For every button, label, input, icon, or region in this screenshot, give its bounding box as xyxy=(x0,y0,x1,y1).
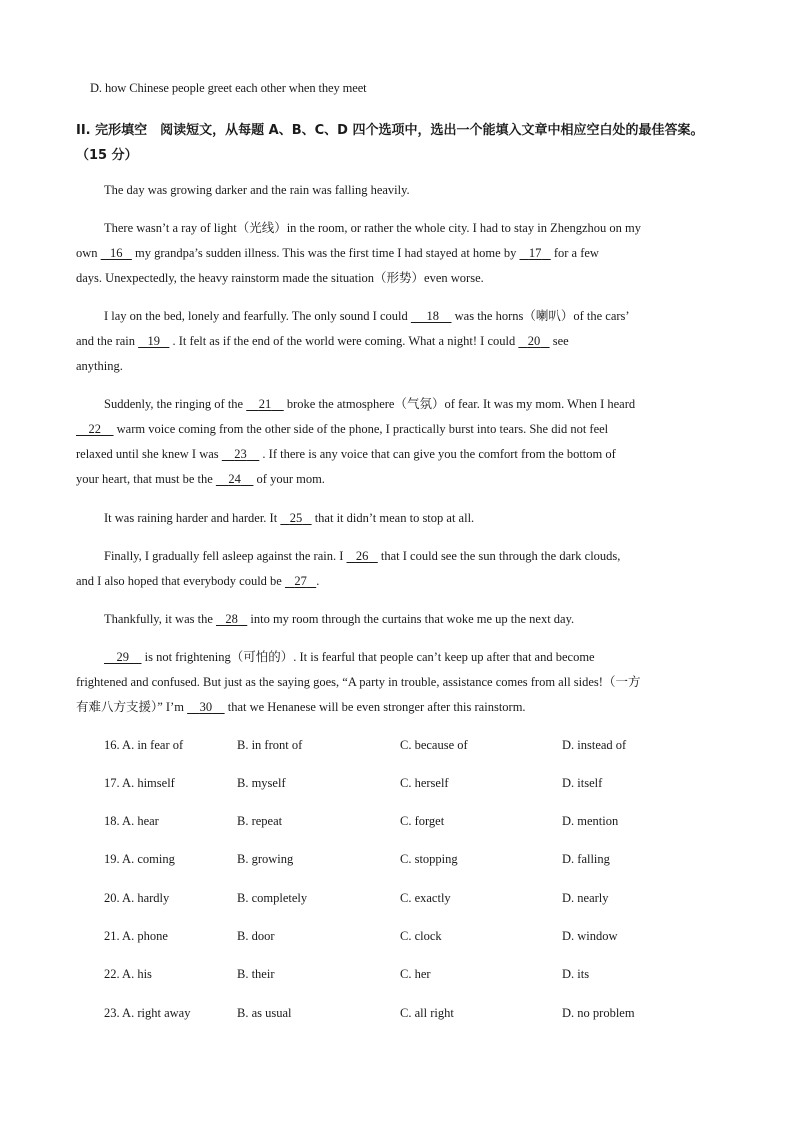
options-question-17 xyxy=(0,776,794,796)
blank-number: 23 xyxy=(234,447,247,461)
text-fragment: . xyxy=(316,574,320,588)
text-fragment: own xyxy=(76,246,98,260)
option-c: C. herself xyxy=(400,776,449,790)
blank-16 xyxy=(101,241,132,266)
options-question-18 xyxy=(0,814,794,834)
text-fragment: Suddenly, the ringing of the xyxy=(104,397,244,411)
blank-18 xyxy=(411,304,452,329)
passage-line xyxy=(76,241,716,266)
passage-line xyxy=(76,544,716,569)
passage-paragraph-2 xyxy=(76,216,716,291)
options-question-21 xyxy=(0,929,794,949)
passage-paragraph-5 xyxy=(76,506,716,531)
blank-21 xyxy=(246,392,284,417)
blank-24 xyxy=(216,467,254,492)
blank-number: 27 xyxy=(294,574,307,588)
option-a: 21. A. phone xyxy=(104,929,168,943)
option-b: B. growing xyxy=(237,852,294,866)
options-question-20 xyxy=(0,891,794,911)
option-c: C. her xyxy=(400,967,431,981)
text-fragment: and I also hoped that everybody could be xyxy=(76,574,282,588)
passage-line xyxy=(76,329,716,354)
passage-line: anything. xyxy=(76,359,123,373)
blank-number: 22 xyxy=(88,422,101,436)
option-d: D. falling xyxy=(562,852,610,866)
text-fragment: . It felt as if the end of the world were coming. What a night! I could xyxy=(172,334,516,348)
blank-number: 30 xyxy=(199,700,213,714)
passage-paragraph-6 xyxy=(76,544,716,594)
blank-17 xyxy=(519,241,550,266)
passage-line: There wasn’t a ray of light（光线）in the room, or rather the whole city. I had to stay in Zhengzhou on my xyxy=(104,221,642,235)
text-fragment: my grandpa’s sudden illness. This was the first time I had stayed at home by xyxy=(135,246,517,260)
options-question-16 xyxy=(0,738,794,758)
passage-line xyxy=(76,607,716,632)
text-fragment: It was raining harder and harder. It xyxy=(104,511,278,525)
text-fragment: your heart, that must be the xyxy=(76,472,213,486)
text-fragment: that it didn’t mean to stop at all. xyxy=(314,511,475,525)
option-a: 23. A. right away xyxy=(104,1006,191,1020)
passage-line xyxy=(76,442,716,467)
text-fragment: for a few xyxy=(553,246,599,260)
text-fragment: 有难八方支援）” I’m xyxy=(76,700,184,714)
blank-number: 18 xyxy=(426,309,439,323)
passage-line xyxy=(76,417,716,442)
blank-number: 25 xyxy=(289,511,303,525)
option-d: D. instead of xyxy=(562,738,627,752)
text-fragment: that we Henanese will be even stronger after this rainstorm. xyxy=(227,700,526,714)
option-c: C. clock xyxy=(400,929,442,943)
option-b: B. completely xyxy=(237,891,308,905)
passage-paragraph-4 xyxy=(76,392,716,492)
passage-line: The day was growing darker and the rain was falling heavily. xyxy=(104,183,410,197)
text-fragment: that I could see the sun through the dark clouds, xyxy=(380,549,621,563)
option-b: B. their xyxy=(237,967,275,981)
text-fragment: was the horns（喇叭）of the cars’ xyxy=(454,309,630,323)
passage-line xyxy=(76,304,716,329)
blank-number: 26 xyxy=(355,549,369,563)
option-a: 16. A. in fear of xyxy=(104,738,184,752)
option-b: B. door xyxy=(237,929,275,943)
blank-23 xyxy=(222,442,260,467)
text-fragment: broke the atmosphere（气氛）of fear. It was my mom. When I heard xyxy=(286,397,636,411)
passage-paragraph-8 xyxy=(76,645,716,720)
text-fragment: see xyxy=(552,334,569,348)
passage-line: frightened and confused. But just as the saying goes, “A party in trouble, assistance comes from all sides!（一方 xyxy=(76,675,641,689)
text-fragment: warm voice coming from the other side of the phone, I practically burst into tears. She did not feel xyxy=(116,422,609,436)
passage-line: days. Unexpectedly, the heavy rainstorm made the situation（形势）even worse. xyxy=(76,271,484,285)
option-a: 17. A. himself xyxy=(104,776,175,790)
text-fragment: Thankfully, it was the xyxy=(104,612,213,626)
option-d: D. nearly xyxy=(562,891,609,905)
options-question-23 xyxy=(0,1006,794,1026)
option-d: D. no problem xyxy=(562,1006,635,1020)
option-d: D. mention xyxy=(562,814,619,828)
passage-line xyxy=(76,695,716,720)
passage-line xyxy=(76,392,716,417)
passage-line xyxy=(76,569,716,594)
option-b: B. as usual xyxy=(237,1006,292,1020)
option-c: C. all right xyxy=(400,1006,454,1020)
passage-line xyxy=(76,467,716,492)
blank-19 xyxy=(138,329,169,354)
blank-number: 20 xyxy=(527,334,541,348)
blank-number: 24 xyxy=(228,472,241,486)
blank-number: 16 xyxy=(110,246,123,260)
options-question-22 xyxy=(0,967,794,987)
option-a: 20. A. hardly xyxy=(104,891,170,905)
option-c: C. stopping xyxy=(400,852,458,866)
options-question-19 xyxy=(0,852,794,872)
blank-26 xyxy=(347,544,378,569)
passage-line xyxy=(76,506,716,531)
passage-paragraph-3 xyxy=(76,304,716,379)
blank-number: 19 xyxy=(147,334,161,348)
passage-paragraph-7 xyxy=(76,607,716,632)
previous-question-option-d: D. how Chinese people greet each other when they meet xyxy=(90,81,367,95)
option-a: 18. A. hear xyxy=(104,814,159,828)
text-fragment: is not frightening（可怕的）. It is fearful that people can’t keep up after that and become xyxy=(144,650,595,664)
blank-20 xyxy=(518,329,549,354)
option-c: C. because of xyxy=(400,738,468,752)
option-b: B. myself xyxy=(237,776,286,790)
text-fragment: into my room through the curtains that woke me up the next day. xyxy=(250,612,575,626)
blank-22 xyxy=(76,417,114,442)
blank-25 xyxy=(280,506,311,531)
passage-line xyxy=(76,645,716,670)
option-c: C. forget xyxy=(400,814,445,828)
option-b: B. repeat xyxy=(237,814,283,828)
text-fragment: I lay on the bed, lonely and fearfully. The only sound I could xyxy=(104,309,408,323)
text-fragment: of your mom. xyxy=(256,472,325,486)
option-d: D. its xyxy=(562,967,590,981)
option-d: D. itself xyxy=(562,776,603,790)
option-a: 22. A. his xyxy=(104,967,152,981)
text-fragment: . If there is any voice that can give you the comfort from the bottom of xyxy=(262,447,616,461)
passage-paragraph-1 xyxy=(76,178,716,203)
blank-28 xyxy=(216,607,247,632)
blank-number: 21 xyxy=(258,397,272,411)
option-b: B. in front of xyxy=(237,738,303,752)
blank-number: 29 xyxy=(116,650,129,664)
option-d: D. window xyxy=(562,929,618,943)
text-fragment: Finally, I gradually fell asleep against the rain. I xyxy=(104,549,344,563)
blank-27 xyxy=(285,569,316,594)
blank-number: 17 xyxy=(528,246,542,260)
blank-29 xyxy=(104,645,142,670)
option-c: C. exactly xyxy=(400,891,451,905)
text-fragment: and the rain xyxy=(76,334,136,348)
text-fragment: relaxed until she knew I was xyxy=(76,447,219,461)
option-a: 19. A. coming xyxy=(104,852,175,866)
blank-number: 28 xyxy=(225,612,238,626)
section-heading-cloze: II. 完形填空 阅读短文，从每题 A、B、C、D 四个选项中，选出一个能填入文章中相应空白处的最佳答案。（15 分） xyxy=(76,123,704,163)
blank-30 xyxy=(187,695,225,720)
